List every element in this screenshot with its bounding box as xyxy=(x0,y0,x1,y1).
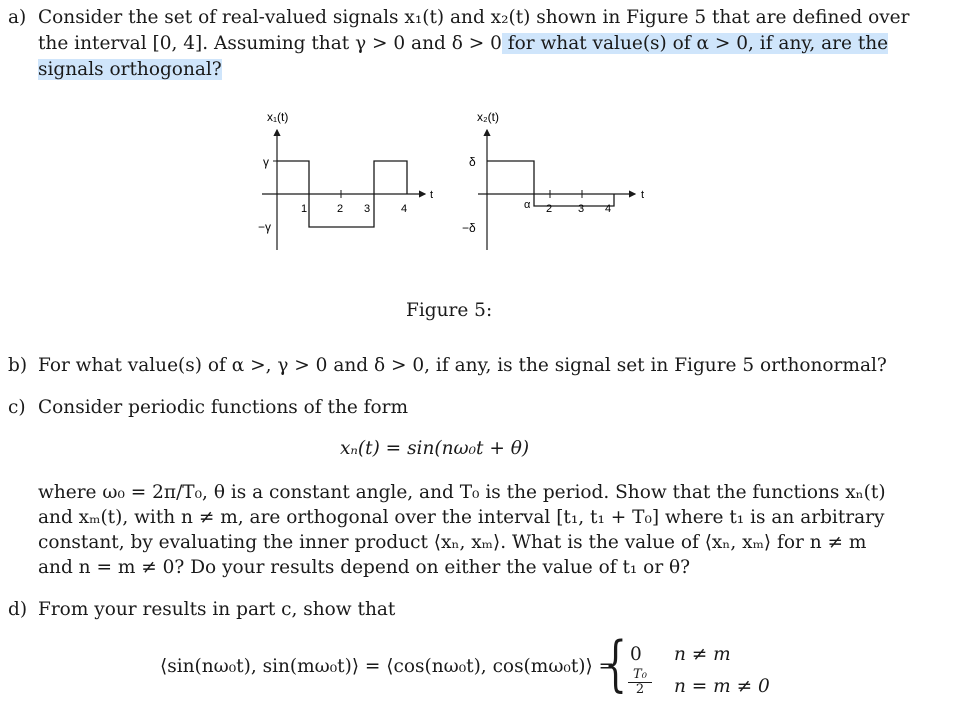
plot-x2-waveform xyxy=(487,161,614,206)
plot-x1-title: x₁(t) xyxy=(267,110,289,124)
plot-x2-tick-label-4: 4 xyxy=(605,203,612,215)
part-c-line3: constant, by evaluating the inner product ⟨xₙ, xₘ⟩. What is the value of ⟨xₙ, xₘ⟩ for n ≠ m xyxy=(38,532,867,553)
part-d-equation-lhs: ⟨sin(nω₀t), sin(mω₀t)⟩ = ⟨cos(nω₀t), cos(mω₀t)⟩ = xyxy=(160,656,615,677)
part-b-label: b) xyxy=(8,355,28,376)
part-b-text: For what value(s) of α >, γ > 0 and δ > 0, if any, is the signal set in Figure 5 orthonormal? xyxy=(38,355,887,376)
plot-x1-tick-label-1: 1 xyxy=(301,203,308,215)
part-d-label: d) xyxy=(8,599,28,620)
part-d-case1-value: 0 xyxy=(630,644,642,665)
part-a-line1: Consider the set of real-valued signals x₁(t) and x₂(t) shown in Figure 5 that are defined over xyxy=(38,7,910,28)
plot-x2-tick-label-3: 3 xyxy=(578,203,585,215)
part-a-line3 xyxy=(38,58,222,82)
plot-x2-pos-level: δ xyxy=(469,155,476,169)
plot-x1 xyxy=(258,110,433,250)
part-d-case2-fraction xyxy=(628,668,652,697)
part-d-case1-condition: n ≠ m xyxy=(674,644,731,665)
part-c-label: c) xyxy=(8,397,26,418)
plot-x1-tick-label-2: 2 xyxy=(337,203,344,215)
part-d-case2-denominator: 2 xyxy=(635,682,645,697)
plot-x2-axis-var: t xyxy=(641,189,645,201)
part-d-case2-condition: n = m ≠ 0 xyxy=(674,676,770,697)
part-d-cases-brace: { xyxy=(604,629,627,699)
part-d-case2-numerator: T₀ xyxy=(628,668,652,683)
plot-x2-tick-label-alpha: α xyxy=(524,199,531,211)
part-c-intro: Consider periodic functions of the form xyxy=(38,397,409,418)
plot-x1-tick-label-3: 3 xyxy=(364,203,371,215)
part-c-equation: xₙ(t) = sin(nω₀t + θ) xyxy=(340,438,530,459)
part-c-line1: where ω₀ = 2π/T₀, θ is a constant angle, and T₀ is the period. Show that the functions xₙ(t) xyxy=(38,482,886,503)
part-a-selection-2[interactable]: signals orthogonal? xyxy=(38,59,222,80)
part-a-line2 xyxy=(38,32,888,56)
part-c-line2: and xₘ(t), with n ≠ m, are orthogonal over the interval [t₁, t₁ + T₀] where t₁ is an arbitrary xyxy=(38,507,885,528)
part-a-label: a) xyxy=(8,7,27,28)
part-c-line4: and n = m ≠ 0? Do your results depend on either the value of t₁ or θ? xyxy=(38,557,691,578)
plot-x1-tick-label-4: 4 xyxy=(401,203,408,215)
plot-x1-neg-level: −γ xyxy=(258,220,272,234)
part-d-intro: From your results in part c, show that xyxy=(38,599,396,620)
part-a-selection-1[interactable]: for what value(s) of α > 0, if any, are the xyxy=(501,33,889,54)
figure-caption: Figure 5: xyxy=(406,300,493,321)
plot-x2-title: x₂(t) xyxy=(477,110,499,124)
part-a-line2-text: the interval [0, 4]. Assuming that γ > 0 and δ > 0 xyxy=(38,33,502,54)
plot-x2 xyxy=(462,110,644,250)
plot-x2-neg-level: −δ xyxy=(462,221,476,235)
plot-x1-axis-var: t xyxy=(430,189,434,201)
plot-x1-pos-level: γ xyxy=(263,155,269,169)
plot-x2-tick-label-2: 2 xyxy=(546,203,553,215)
